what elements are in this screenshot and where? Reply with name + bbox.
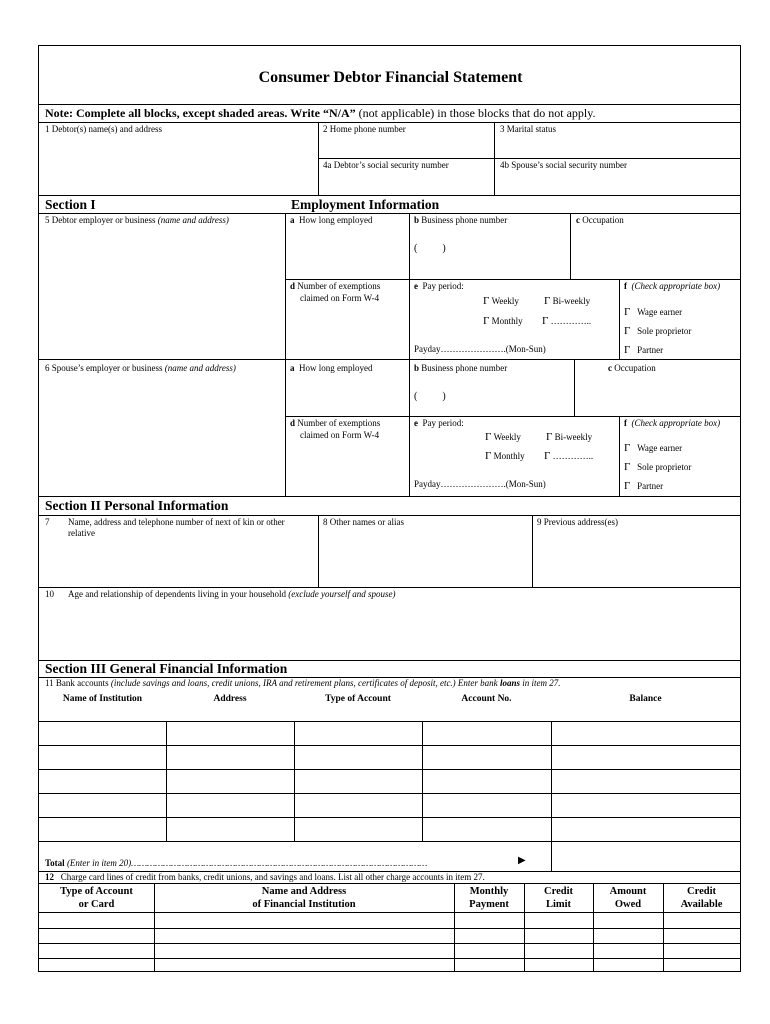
field-10-italic: (exclude yourself and spouse) bbox=[288, 589, 396, 599]
field-5d-label-2: claimed on Form W-4 bbox=[300, 293, 380, 303]
divider bbox=[593, 883, 594, 971]
section-1-label: Section I bbox=[45, 197, 96, 212]
divider bbox=[532, 515, 533, 587]
bank-col-account-no: Account No. bbox=[461, 694, 512, 704]
card-col-available-1: Credit bbox=[687, 886, 716, 897]
field-5f-label: (Check appropriate box) bbox=[631, 281, 721, 291]
weekly-label: Weekly bbox=[493, 432, 521, 442]
field-12-number: 12 bbox=[45, 872, 54, 882]
field-5a-label: How long employed bbox=[299, 215, 373, 225]
checkbox-partner[interactable] bbox=[624, 345, 663, 356]
letter-f: f bbox=[624, 281, 627, 291]
field-2-home-phone[interactable]: 2 Home phone number bbox=[323, 124, 406, 134]
card-col-owed-2: Owed bbox=[614, 899, 642, 910]
letter-f: f bbox=[624, 418, 627, 428]
field-6d-exemptions[interactable] bbox=[290, 418, 380, 429]
divider bbox=[285, 279, 740, 280]
field-6a-label: How long employed bbox=[299, 363, 373, 373]
field-11-end: in item 27. bbox=[519, 678, 561, 688]
card-col-institution-2: of Financial Institution bbox=[252, 899, 356, 910]
field-5-payday[interactable]: Payday………………….(Mon-Sun) bbox=[414, 344, 546, 354]
card-col-type bbox=[39, 885, 154, 911]
divider bbox=[285, 213, 286, 359]
field-5d-label-1: Number of exemptions bbox=[297, 281, 381, 291]
card-col-limit-1: Credit bbox=[544, 886, 573, 897]
letter-b: b bbox=[414, 215, 420, 225]
field-5-label: 5 Debtor employer or business bbox=[45, 215, 156, 225]
field-8-other-names[interactable]: 8 Other names or alias bbox=[323, 517, 404, 527]
letter-c: c bbox=[576, 215, 580, 225]
checkbox-glyph: Γ bbox=[546, 431, 553, 443]
letter-a: a bbox=[290, 363, 295, 373]
field-6f-check-box bbox=[624, 418, 720, 429]
letter-b: b bbox=[414, 363, 420, 373]
bank-col-balance: Balance bbox=[629, 694, 662, 704]
field-6-italic: (name and address) bbox=[164, 363, 236, 373]
letter-e: e bbox=[414, 418, 418, 428]
field-6d-label-2: claimed on Form W-4 bbox=[300, 430, 380, 440]
note-rest: (not applicable) in those blocks that do not apply. bbox=[355, 106, 596, 120]
checkbox-glyph: Γ bbox=[544, 450, 551, 462]
field-5c-label: Occupation bbox=[582, 215, 624, 225]
divider bbox=[166, 721, 167, 841]
card-col-credit-limit bbox=[524, 885, 593, 911]
divider bbox=[318, 515, 319, 587]
monthly-label: Monthly bbox=[491, 316, 523, 326]
field-12-label: Charge card lines of credit from banks, credit unions, and savings and loans. List all other charge accounts in item 27. bbox=[60, 872, 485, 882]
divider bbox=[318, 158, 740, 159]
field-5c-occupation[interactable] bbox=[576, 215, 624, 226]
biweekly-label: Bi-weekly bbox=[552, 296, 591, 306]
checkbox-glyph: Γ bbox=[624, 344, 631, 356]
divider bbox=[39, 912, 740, 913]
divider bbox=[619, 279, 620, 359]
checkbox-monthly[interactable] bbox=[485, 451, 525, 462]
divider bbox=[39, 496, 740, 497]
field-5-debtor-employer[interactable] bbox=[45, 215, 229, 226]
card-col-available-2: Available bbox=[680, 899, 723, 910]
checkbox-monthly[interactable] bbox=[483, 316, 523, 327]
field-5b-business-phone[interactable] bbox=[414, 215, 507, 226]
divider bbox=[285, 359, 286, 496]
divider bbox=[39, 883, 740, 884]
checkbox-glyph: Γ bbox=[485, 431, 492, 443]
other-label: ………….. bbox=[552, 451, 594, 461]
checkbox-weekly[interactable] bbox=[485, 432, 521, 443]
section-2-heading: Section II Personal Information bbox=[45, 498, 229, 513]
letter-a: a bbox=[290, 215, 295, 225]
checkbox-glyph: Γ bbox=[624, 306, 631, 318]
checkbox-glyph: Γ bbox=[624, 480, 631, 492]
divider bbox=[39, 213, 740, 214]
field-5-italic: (name and address) bbox=[157, 215, 229, 225]
checkbox-weekly[interactable] bbox=[483, 296, 519, 307]
divider bbox=[39, 958, 740, 959]
card-col-monthly-1: Monthly bbox=[469, 886, 509, 897]
card-col-limit-2: Limit bbox=[545, 899, 572, 910]
card-col-owed-1: Amount bbox=[609, 886, 647, 897]
divider bbox=[39, 793, 740, 794]
field-6e-label: Pay period: bbox=[422, 418, 464, 428]
letter-d: d bbox=[290, 281, 296, 291]
field-6e-pay-period[interactable] bbox=[414, 418, 464, 429]
wage-earner-label: Wage earner bbox=[637, 307, 683, 317]
divider bbox=[409, 213, 410, 359]
checkbox-sole-proprietor[interactable] bbox=[624, 326, 691, 337]
section-3-heading: Section III General Financial Information bbox=[45, 661, 288, 676]
field-5e-label: Pay period: bbox=[422, 281, 464, 291]
weekly-label: Weekly bbox=[491, 296, 519, 306]
field-6b-business-phone[interactable] bbox=[414, 363, 507, 374]
bank-total bbox=[45, 858, 427, 869]
divider bbox=[285, 416, 740, 417]
field-6c-label: Occupation bbox=[614, 363, 656, 373]
sole-proprietor-label: Sole proprietor bbox=[637, 326, 692, 336]
divider bbox=[294, 721, 295, 841]
card-col-type-2: or Card bbox=[78, 899, 115, 910]
checkbox-partner[interactable] bbox=[624, 481, 663, 492]
checkbox-glyph: Γ bbox=[485, 450, 492, 462]
checkbox-other[interactable] bbox=[544, 451, 593, 462]
divider bbox=[39, 745, 740, 746]
note bbox=[45, 106, 595, 121]
card-col-institution-1: Name and Address bbox=[261, 886, 347, 897]
wage-earner-label: Wage earner bbox=[637, 443, 683, 453]
divider bbox=[422, 721, 423, 841]
bank-col-name: Name of Institution bbox=[62, 694, 143, 704]
divider bbox=[39, 122, 740, 123]
divider bbox=[39, 769, 740, 770]
divider bbox=[39, 721, 740, 722]
field-10-number: 10 bbox=[45, 589, 54, 599]
partner-label: Partner bbox=[637, 481, 664, 491]
phone-parens: ( ) bbox=[414, 243, 446, 254]
checkbox-wage-earner[interactable] bbox=[624, 443, 682, 454]
field-5a-how-long-employed[interactable] bbox=[290, 215, 373, 226]
financial-statement-form bbox=[38, 45, 741, 972]
divider bbox=[663, 883, 664, 971]
divider bbox=[39, 104, 740, 105]
field-5e-pay-period[interactable] bbox=[414, 281, 464, 292]
field-6-payday[interactable]: Payday………………….(Mon-Sun) bbox=[414, 479, 546, 489]
letter-e: e bbox=[414, 281, 418, 291]
divider bbox=[154, 883, 155, 971]
field-11-label: 11 Bank accounts bbox=[45, 678, 109, 688]
field-11-bank-accounts bbox=[45, 678, 560, 689]
checkbox-glyph: Γ bbox=[483, 315, 490, 327]
checkbox-biweekly[interactable] bbox=[546, 432, 592, 443]
field-1-debtor-name-address[interactable]: 1 Debtor(s) name(s) and address bbox=[45, 124, 162, 134]
divider bbox=[574, 359, 575, 416]
card-col-monthly-2: Payment bbox=[469, 899, 509, 910]
partner-label: Partner bbox=[637, 345, 664, 355]
biweekly-label: Bi-weekly bbox=[554, 432, 593, 442]
divider bbox=[570, 213, 571, 279]
checkbox-glyph: Γ bbox=[542, 315, 549, 327]
field-4b-spouse-ssn[interactable]: 4b Spouse’s social security number bbox=[500, 160, 627, 170]
monthly-label: Monthly bbox=[493, 451, 525, 461]
checkbox-glyph: Γ bbox=[544, 295, 551, 307]
field-11-bold: loans bbox=[499, 678, 520, 688]
checkbox-biweekly[interactable] bbox=[544, 296, 590, 307]
bank-col-type: Type of Account bbox=[325, 694, 391, 704]
field-7-number: 7 bbox=[45, 517, 50, 527]
divider bbox=[409, 359, 410, 496]
letter-c: c bbox=[608, 363, 612, 373]
field-5d-exemptions[interactable] bbox=[290, 281, 380, 292]
divider bbox=[551, 721, 552, 871]
note-bold: Note: Complete all blocks, except shaded areas. Write “N/A” bbox=[45, 106, 356, 120]
field-5f-check-box bbox=[624, 281, 720, 292]
field-6-label: 6 Spouse’s employer or business bbox=[45, 363, 163, 373]
checkbox-sole-proprietor[interactable] bbox=[624, 462, 691, 473]
form-title: Consumer Debtor Financial Statement bbox=[258, 69, 523, 86]
card-col-type-1: Type of Account bbox=[60, 886, 133, 897]
field-4a-debtor-ssn[interactable]: 4a Debtor’s social security number bbox=[323, 160, 449, 170]
card-col-amount-owed bbox=[593, 885, 663, 911]
arrow-icon: ▶ bbox=[518, 855, 526, 866]
total-label: Total bbox=[45, 858, 65, 868]
checkbox-wage-earner[interactable] bbox=[624, 307, 682, 318]
divider bbox=[619, 416, 620, 496]
divider bbox=[454, 883, 455, 971]
field-12-charge-cards bbox=[45, 872, 485, 883]
divider bbox=[39, 195, 740, 196]
checkbox-glyph: Γ bbox=[624, 325, 631, 337]
checkbox-glyph: Γ bbox=[483, 295, 490, 307]
card-col-institution bbox=[154, 885, 454, 911]
divider bbox=[524, 883, 525, 971]
field-9-previous-addresses[interactable]: 9 Previous address(es) bbox=[537, 517, 618, 527]
section-1-heading: Employment Information bbox=[291, 197, 440, 212]
letter-d: d bbox=[290, 418, 296, 428]
divider bbox=[39, 943, 740, 944]
field-6-spouse-employer[interactable] bbox=[45, 363, 236, 374]
field-6f-label: (Check appropriate box) bbox=[631, 418, 721, 428]
card-col-credit-available bbox=[663, 885, 740, 911]
bank-col-address: Address bbox=[213, 694, 247, 704]
field-3-marital-status[interactable]: 3 Marital status bbox=[500, 124, 556, 134]
total-rest: (Enter in item 20)………………………………………………………………………………………………… bbox=[64, 858, 428, 868]
divider bbox=[39, 515, 740, 516]
divider bbox=[39, 841, 740, 842]
divider bbox=[39, 587, 740, 588]
phone-parens: ( ) bbox=[414, 391, 446, 402]
divider bbox=[39, 359, 740, 360]
field-6c-occupation[interactable] bbox=[608, 363, 656, 374]
checkbox-other[interactable] bbox=[542, 316, 591, 327]
field-6a-how-long-employed[interactable] bbox=[290, 363, 373, 374]
checkbox-glyph: Γ bbox=[624, 442, 631, 454]
field-7-next-of-kin[interactable]: Name, address and telephone number of next of kin or other relative bbox=[68, 517, 285, 538]
field-10-label: Age and relationship of dependents living in your household bbox=[68, 589, 286, 599]
field-5b-label: Business phone number bbox=[421, 215, 508, 225]
card-col-monthly-payment bbox=[454, 885, 524, 911]
field-11-italic: (include savings and loans, credit unions, IRA and retirement plans, certificates of deposit, etc.) Enter bank bbox=[110, 678, 500, 688]
field-10-dependents[interactable] bbox=[68, 589, 395, 600]
checkbox-glyph: Γ bbox=[624, 461, 631, 473]
field-6b-label: Business phone number bbox=[421, 363, 508, 373]
divider bbox=[39, 928, 740, 929]
other-label: ………….. bbox=[550, 316, 592, 326]
divider bbox=[39, 817, 740, 818]
field-6d-label-1: Number of exemptions bbox=[297, 418, 381, 428]
sole-proprietor-label: Sole proprietor bbox=[637, 462, 692, 472]
